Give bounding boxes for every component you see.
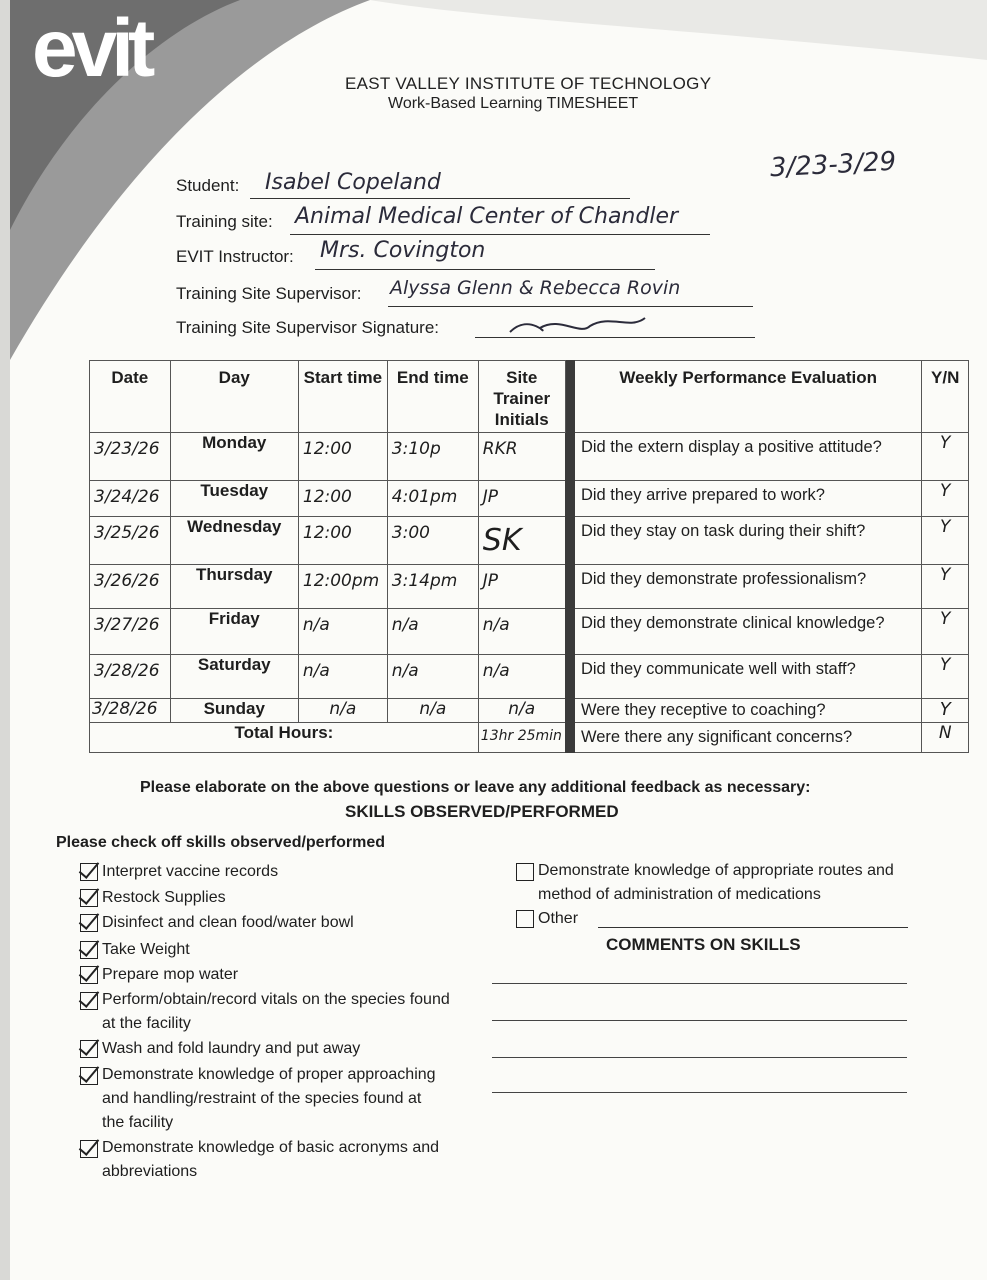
date-cell[interactable]: 3/25/26: [90, 517, 171, 565]
initials-cell[interactable]: JP: [478, 481, 565, 517]
start-cell[interactable]: 12:00pm: [298, 565, 387, 609]
training-site-line: [290, 234, 710, 235]
day-cell: Wednesday: [170, 517, 298, 565]
eval-question: Did they demonstrate clinical knowledge?: [574, 609, 921, 655]
date-cell[interactable]: 3/26/26: [90, 565, 171, 609]
form-title: Work-Based Learning TIMESHEET: [388, 95, 639, 112]
eval-answer[interactable]: Y: [922, 609, 969, 655]
skill-checkbox[interactable]: [516, 910, 534, 928]
student-line: [250, 198, 630, 199]
end-cell[interactable]: n/a: [387, 655, 478, 699]
comment-line[interactable]: [492, 983, 907, 984]
date-cell[interactable]: 3/24/26: [90, 481, 171, 517]
end-cell[interactable]: n/a: [387, 699, 478, 723]
initials-cell[interactable]: SK: [478, 517, 565, 565]
end-cell[interactable]: 3:14pm: [387, 565, 478, 609]
skill-label: Interpret vaccine records: [102, 863, 279, 880]
eval-question: Did they stay on task during their shift?: [574, 517, 921, 565]
header-initials: Site Trainer Initials: [478, 361, 565, 433]
day-cell: Thursday: [170, 565, 298, 609]
skill-disinfect-bowl[interactable]: [80, 911, 354, 935]
day-cell: Sunday: [170, 699, 298, 723]
skills-heading: SKILLS OBSERVED/PERFORMED: [345, 802, 619, 821]
skill-checkbox[interactable]: [516, 863, 534, 881]
eval-answer[interactable]: Y: [922, 655, 969, 699]
start-cell[interactable]: 12:00: [298, 481, 387, 517]
eval-answer[interactable]: Y: [922, 699, 969, 723]
start-cell[interactable]: 12:00: [298, 517, 387, 565]
evit-logo: evit: [32, 3, 150, 94]
eval-question: Did they demonstrate professionalism?: [574, 565, 921, 609]
comments-heading: COMMENTS ON SKILLS: [606, 935, 801, 954]
start-cell[interactable]: n/a: [298, 699, 387, 723]
header-day: Day: [170, 361, 298, 433]
day-cell: Tuesday: [170, 481, 298, 517]
skill-checkbox[interactable]: [80, 941, 98, 959]
skill-wash-laundry[interactable]: [80, 1037, 360, 1061]
end-cell[interactable]: n/a: [387, 609, 478, 655]
date-cell[interactable]: 3/28/26: [90, 655, 171, 699]
table-row: [90, 517, 969, 565]
check-skills-heading: Please check off skills observed/performed: [56, 834, 386, 851]
skill-label: Prepare mop water: [102, 966, 239, 983]
skill-checkbox[interactable]: [80, 1067, 98, 1085]
eval-question: Did the extern display a positive attitude?: [574, 433, 921, 481]
table-row: [90, 433, 969, 481]
header-date: Date: [90, 361, 171, 433]
header-eval: Weekly Performance Evaluation: [574, 361, 921, 433]
skill-restock-supplies[interactable]: [80, 886, 226, 910]
table-row: [90, 565, 969, 609]
day-cell: Friday: [170, 609, 298, 655]
org-title: EAST VALLEY INSTITUTE OF TECHNOLOGY: [345, 74, 712, 93]
total-hours-value[interactable]: 13hr 25min: [478, 723, 565, 753]
skill-label: Perform/obtain/record vitals on the species found at the facility: [102, 991, 450, 1032]
skill-label: Other: [538, 910, 579, 927]
training-site-label: Training site:: [176, 212, 273, 231]
header-yn: Y/N: [922, 361, 969, 433]
eval-answer[interactable]: Y: [922, 481, 969, 517]
instructor-value[interactable]: Mrs. Covington: [320, 238, 486, 263]
header-end: End time: [387, 361, 478, 433]
skill-interpret-vaccine[interactable]: [80, 860, 278, 884]
skill-label: Demonstrate knowledge of basic acronyms and abbreviations: [102, 1139, 440, 1180]
eval-answer[interactable]: Y: [922, 433, 969, 481]
eval-answer[interactable]: Y: [922, 565, 969, 609]
timesheet-table: [89, 360, 969, 753]
start-cell[interactable]: n/a: [298, 655, 387, 699]
total-hours-label: Total Hours:: [90, 723, 479, 753]
initials-cell[interactable]: RKR: [478, 433, 565, 481]
table-row: [90, 699, 969, 723]
divider-bar: [565, 361, 574, 753]
skill-label: Demonstrate knowledge of proper approaching and handling/restraint of the species found at the facility: [102, 1066, 436, 1131]
skill-take-weight[interactable]: [80, 938, 190, 962]
date-cell[interactable]: 3/28/26: [90, 699, 171, 723]
initials-cell[interactable]: n/a: [478, 699, 565, 723]
skill-label: Disinfect and clean food/water bowl: [102, 914, 354, 931]
timesheet-page: [10, 0, 987, 1280]
header-start: Start time: [298, 361, 387, 433]
table-row: [90, 481, 969, 517]
other-line[interactable]: [598, 927, 908, 928]
skill-checkbox[interactable]: [80, 863, 98, 881]
eval-question: Did they communicate well with staff?: [574, 655, 921, 699]
initials-cell[interactable]: JP: [478, 565, 565, 609]
supervisor-signature[interactable]: [500, 308, 650, 340]
student-label: Student:: [176, 176, 240, 195]
eval-question: Were they receptive to coaching?: [574, 699, 921, 723]
end-cell[interactable]: 4:01pm: [387, 481, 478, 517]
skill-label: Wash and fold laundry and put away: [102, 1040, 361, 1057]
end-cell[interactable]: 3:00: [387, 517, 478, 565]
eval-question: Were there any significant concerns?: [574, 723, 921, 753]
skill-checkbox[interactable]: [80, 966, 98, 984]
eval-question: Did they arrive prepared to work?: [574, 481, 921, 517]
skill-prepare-mop-water[interactable]: [80, 963, 238, 987]
instructor-line: [315, 269, 655, 270]
table-row: [90, 609, 969, 655]
start-cell[interactable]: n/a: [298, 609, 387, 655]
supervisor-line: [388, 306, 753, 307]
skill-label: Demonstrate knowledge of appropriate routes and method of administration of medications: [538, 862, 894, 903]
skill-label: Restock Supplies: [102, 889, 226, 906]
supervisor-value[interactable]: Alyssa Glenn & Rebecca Rovin: [390, 277, 681, 299]
eval-answer[interactable]: Y: [922, 517, 969, 565]
skill-record-vitals[interactable]: [80, 988, 450, 1036]
initials-cell[interactable]: n/a: [478, 609, 565, 655]
day-cell: Saturday: [170, 655, 298, 699]
supervisor-label: Training Site Supervisor:: [176, 284, 362, 303]
skill-checkbox[interactable]: [80, 992, 98, 1010]
skill-handling-restraint[interactable]: [80, 1063, 440, 1135]
skill-checkbox[interactable]: [80, 1040, 98, 1058]
signature-label: Training Site Supervisor Signature:: [176, 318, 440, 337]
comment-line[interactable]: [492, 1057, 907, 1058]
skill-medication-routes[interactable]: [516, 859, 906, 907]
student-value[interactable]: Isabel Copeland: [265, 170, 441, 195]
skill-label: Take Weight: [102, 941, 190, 958]
training-site-value[interactable]: Animal Medical Center of Chandler: [295, 204, 679, 229]
skill-checkbox[interactable]: [80, 914, 98, 932]
comment-line[interactable]: [492, 1092, 907, 1093]
eval-answer[interactable]: N: [922, 723, 969, 753]
day-cell: Monday: [170, 433, 298, 481]
table-row: [90, 655, 969, 699]
elaborate-instructions: Please elaborate on the above questions or leave any additional feedback as necessary:: [140, 779, 811, 796]
start-cell[interactable]: 12:00: [298, 433, 387, 481]
comment-line[interactable]: [492, 1020, 907, 1021]
skill-acronyms[interactable]: [80, 1136, 450, 1184]
total-row: [90, 723, 969, 753]
skill-other[interactable]: [516, 907, 578, 931]
date-range-handwritten: 3/23-3/29: [769, 146, 897, 184]
date-cell[interactable]: 3/23/26: [90, 433, 171, 481]
instructor-label: EVIT Instructor:: [176, 247, 294, 266]
date-cell[interactable]: 3/27/26: [90, 609, 171, 655]
skill-checkbox[interactable]: [80, 1140, 98, 1158]
skill-checkbox[interactable]: [80, 889, 98, 907]
initials-cell[interactable]: n/a: [478, 655, 565, 699]
end-cell[interactable]: 3:10p: [387, 433, 478, 481]
